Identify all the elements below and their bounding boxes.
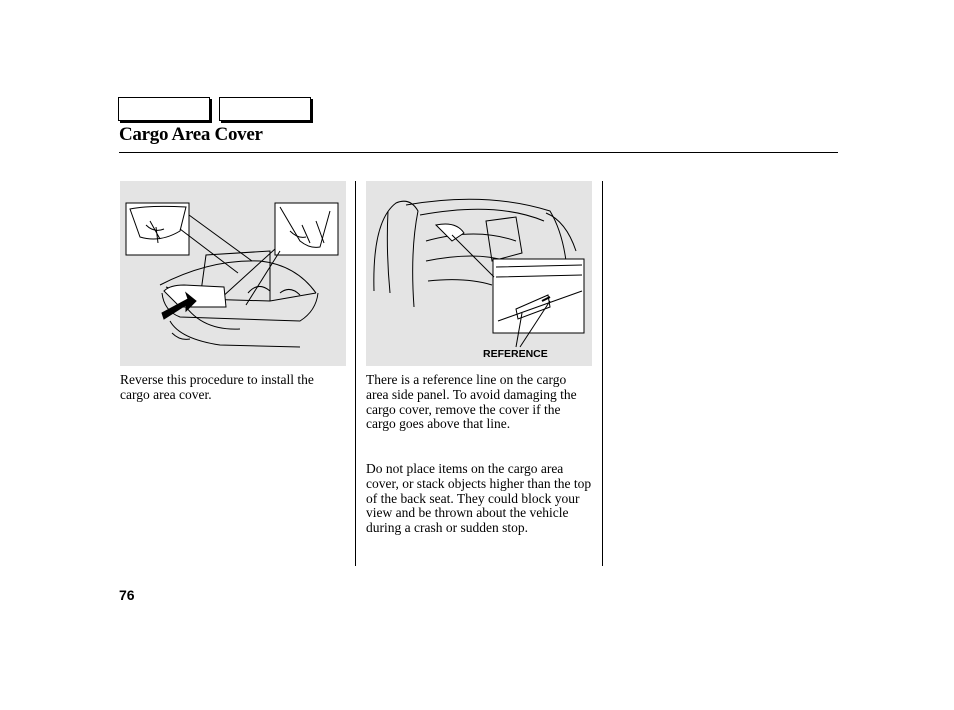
page-title: Cargo Area Cover	[119, 124, 263, 145]
column-divider-1	[355, 181, 356, 566]
reference-caption: REFERENCE	[483, 348, 548, 360]
nav-tab-index[interactable]	[219, 97, 311, 121]
column-divider-2	[602, 181, 603, 566]
cargo-cover-removal-illustration	[120, 181, 346, 366]
right-paragraph-2: Do not place items on the cargo area cover, or stack objects higher than the top of the back seat. They could block your view and be thrown about the vehicle during a crash or sudden stop.	[366, 461, 592, 536]
cargo-reference-line-illustration	[366, 181, 592, 366]
left-paragraph: Reverse this procedure to install the cargo area cover.	[120, 372, 314, 402]
nav-tab-main-menu[interactable]	[118, 97, 210, 121]
right-paragraph-1: There is a reference line on the cargo area side panel. To avoid damaging the cargo cover, remove the cover if the cargo goes above that line.	[366, 372, 577, 432]
title-divider	[119, 152, 838, 153]
page-number: 76	[119, 587, 135, 603]
